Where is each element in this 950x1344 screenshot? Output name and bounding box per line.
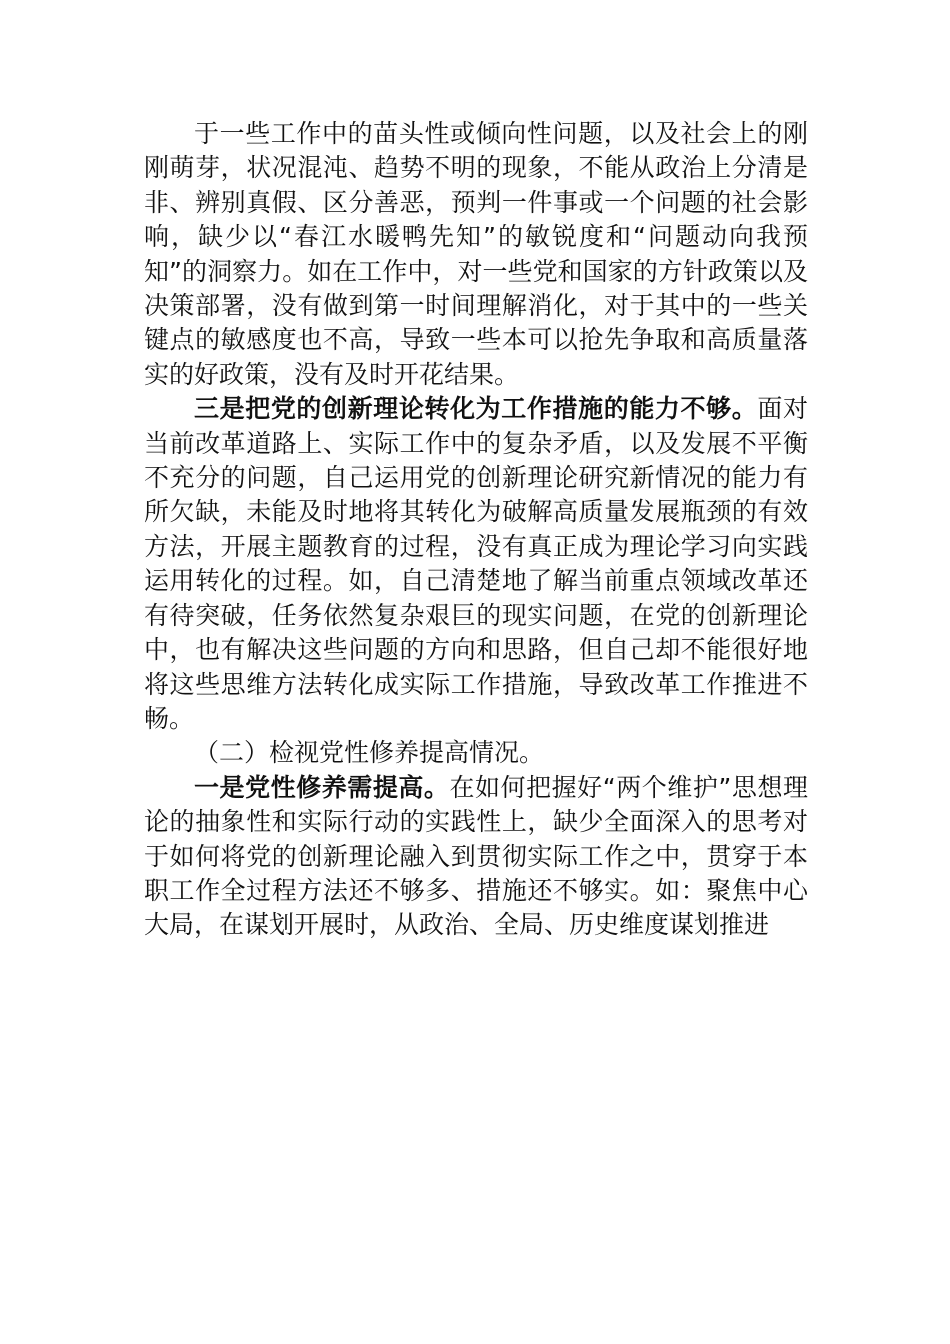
paragraph-3 <box>144 771 808 943</box>
section-heading-text: （二）检视党性修养提高情况。 <box>194 738 545 768</box>
paragraph-3-heading: 一是党性修养需提高。 <box>194 772 450 802</box>
paragraph-2-text: 面对当前改革道路上、实际工作中的复杂矛盾，以及发展不平衡不充分的问题，自己运用党的创新理论研究新情况的能力有所欠缺，未能及时地将其转化为破解高质量发展瓶颈的有效方法，开展主题教育的过程，没有真正成为理论学习向实践运用转化的过程。如，自己清楚地了解当前重点领域改革还有待突破，任务依然复杂艰巨的现实问题，在党的创新理论中，也有解决这些问题的方向和思路，但自己却不能很好地将这些思维方法转化成实际工作措施，导致改革工作推进不畅。 <box>144 394 808 733</box>
paragraph-1 <box>144 117 808 392</box>
paragraph-3-text: 在如何把握好“两个维护”思想理论的抽象性和实际行动的实践性上，缺少全面深入的思考对于如何将党的创新理论融入到贯彻实际工作之中，贯穿于本职工作全过程方法还不够多、措施还不够实。如：聚焦中心大局，在谋划开展时，从政治、全局、历史维度谋划推进 <box>144 772 808 940</box>
document-body <box>144 117 808 943</box>
section-heading <box>144 736 808 770</box>
paragraph-2 <box>144 392 808 736</box>
paragraph-2-heading: 三是把党的创新理论转化为工作措施的能力不够。 <box>194 394 758 424</box>
paragraph-1-text: 于一些工作中的苗头性或倾向性问题，以及社会上的刚刚萌芽，状况混沌、趋势不明的现象，不能从政治上分清是非、辨别真假、区分善恶，预判一件事或一个问题的社会影响，缺少以“春江水暖鸭先知”的敏锐度和“问题动向我预知”的洞察力。如在工作中，对一些党和国家的方针政策以及决策部署，没有做到第一时间理解消化，对于其中的一些关键点的敏感度也不高，导致一些本可以抢先争取和高质量落实的好政策，没有及时开花结果。 <box>144 119 808 389</box>
